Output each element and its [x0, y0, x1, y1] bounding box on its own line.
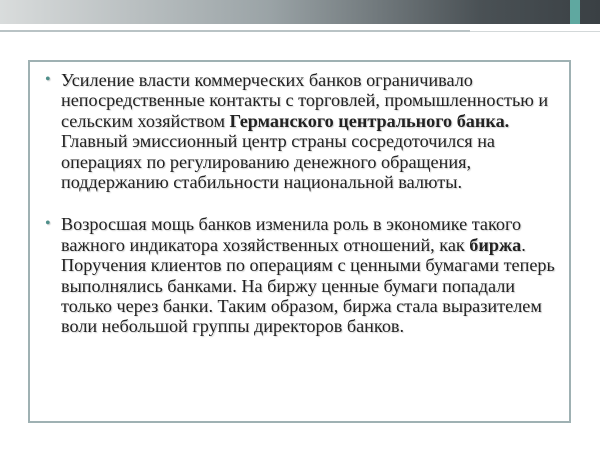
header-accent: [570, 0, 580, 24]
paragraph-1-text-b: Главный эмиссионный центр страны сосредоточился на операциях по регулированию денежного обращения, поддержанию стабильности национальной валюты.: [61, 131, 496, 193]
slide-content: [44, 70, 560, 359]
paragraph-2-bold: биржа: [469, 234, 522, 255]
paragraph-2-text-a: Возросшая мощь банков изменила роль в экономике такого важного индикатора хозяйственных отношений, как: [61, 214, 522, 255]
slide-header-bar: [0, 0, 600, 24]
header-rule: [0, 30, 470, 32]
bullet-icon: •: [45, 71, 51, 88]
header-rule-thin: [470, 31, 600, 32]
paragraph-2-text-b: . Поручения клиентов по операциям с ценными бумагами теперь выполнялись банками. На биржу ценные бумаги попадали только через банки. Таким образом, биржа стала выразителем воли небольшой группы директоров банков.: [61, 234, 555, 337]
paragraph-1-text-a: Усиление власти коммерческих банков ограничивало непосредственные контакты с торговлей, промышленностью и сельским хозяйством: [61, 70, 549, 131]
paragraph-1-bold: Германского центрального банка.: [229, 110, 510, 131]
paragraph-2: [44, 214, 560, 336]
bullet-icon: •: [45, 215, 51, 233]
paragraph-1: [44, 70, 560, 192]
